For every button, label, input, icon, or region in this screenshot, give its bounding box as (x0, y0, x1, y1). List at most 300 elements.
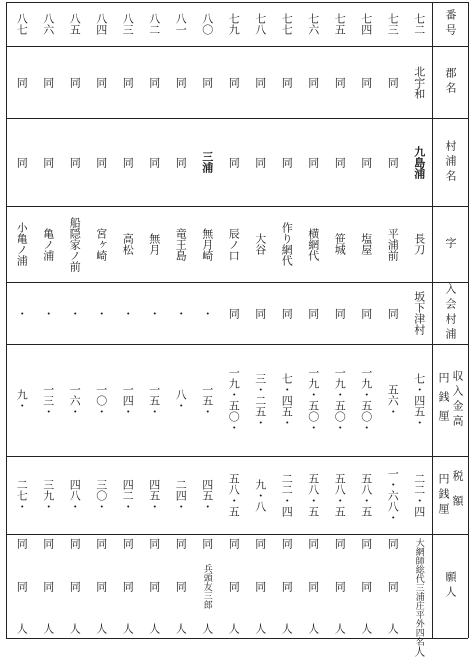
village-name: 同 (15, 156, 29, 168)
row-number-cell (167, 2, 194, 46)
row-number: 八四 (94, 13, 108, 35)
income-value-cell (35, 344, 62, 456)
applicant-suffix: 人 (227, 623, 241, 634)
row-number-cell (35, 2, 62, 46)
county-name: 同 (253, 76, 267, 88)
row-number-cell (379, 2, 406, 46)
village-name: 同 (68, 156, 82, 168)
applicant-cell (220, 534, 247, 638)
tax-value: 四二・ (121, 478, 135, 512)
iriai-village: ・ (68, 307, 82, 319)
village-name: 同 (280, 156, 294, 168)
iriai-village: ・ (94, 307, 108, 319)
income-value-cell (273, 344, 300, 456)
county-name-cell (353, 46, 380, 118)
iriai-village: 同 (333, 307, 347, 319)
aza-name: 作り網代 (280, 222, 294, 266)
applicant-suffix: 人 (41, 623, 55, 634)
header-village-cell (432, 118, 468, 206)
aza-name: 大谷 (253, 233, 267, 255)
iriai-village-cell (326, 282, 353, 344)
applicant-suffix: 人 (280, 623, 294, 634)
tax-value-cell (247, 456, 274, 534)
applicant-cell (194, 534, 221, 638)
county-name-cell (141, 46, 168, 118)
row-number: 七九 (227, 13, 241, 35)
county-name: 同 (15, 76, 29, 88)
tax-value-cell (8, 456, 35, 534)
village-name: 同 (359, 156, 373, 168)
applicant-role: 大網師総代 (413, 538, 424, 583)
applicant-name: 同 (227, 580, 241, 592)
aza-name-cell (379, 206, 406, 282)
applicant-cell (300, 534, 327, 638)
iriai-village: ・ (174, 307, 188, 319)
applicant-cell (8, 534, 35, 638)
income-value-cell (220, 344, 247, 456)
county-name-cell (326, 46, 353, 118)
applicant-cell (273, 534, 300, 638)
village-name-cell (141, 118, 168, 206)
iriai-village-cell (61, 282, 88, 344)
income-value: 七・四五・ (280, 372, 294, 428)
header-tax-cell (432, 456, 468, 534)
header-income-unit: 円銭厘 (437, 371, 450, 429)
aza-name: 小亀ノ浦 (15, 222, 29, 266)
applicant-role: 同 (174, 538, 188, 549)
county-name: 同 (94, 76, 108, 88)
applicant-role: 同 (147, 538, 161, 549)
aza-name: 竜王島 (174, 227, 188, 261)
applicant-suffix: 人 (386, 623, 400, 634)
row-number: 八〇 (200, 13, 214, 35)
county-name: 同 (41, 76, 55, 88)
village-name-cell (220, 118, 247, 206)
iriai-village: ・ (121, 307, 135, 319)
income-value-cell (406, 344, 433, 456)
iriai-village-cell (353, 282, 380, 344)
row-number: 七六 (306, 13, 320, 35)
aza-name: 長刀 (412, 233, 426, 255)
village-name: 同 (227, 156, 241, 168)
applicant-cell (114, 534, 141, 638)
applicant-cell (353, 534, 380, 638)
tax-value: 三〇・ (94, 478, 108, 512)
row-number: 七七 (280, 13, 294, 35)
village-name: 同 (174, 156, 188, 168)
row-number-cell (353, 2, 380, 46)
county-name-cell (167, 46, 194, 118)
applicant-cell (167, 534, 194, 638)
tax-value-cell (326, 456, 353, 534)
tax-value-cell (167, 456, 194, 534)
applicant-name: 兵頭友三郎 (201, 563, 212, 609)
village-name: 同 (121, 156, 135, 168)
row-number-cell (8, 2, 35, 46)
header-number: 番号 (444, 9, 457, 39)
aza-name: 宮ヶ崎 (94, 227, 108, 261)
applicant-name: 同 (41, 580, 55, 592)
village-name: 九島浦 (412, 145, 426, 179)
applicant-cell (35, 534, 62, 638)
village-name-cell (379, 118, 406, 206)
aza-name-cell (8, 206, 35, 282)
applicant-name: 同 (94, 580, 108, 592)
county-name: 同 (147, 76, 161, 88)
income-value-cell (61, 344, 88, 456)
tax-value: 四五・ (147, 478, 161, 512)
iriai-village: ・ (15, 307, 29, 319)
row-number: 七三 (386, 13, 400, 35)
applicant-cell (88, 534, 115, 638)
county-name: 同 (386, 76, 400, 88)
applicant-name: 同 (68, 580, 82, 592)
aza-name: 亀ノ浦 (41, 227, 55, 261)
county-name: 同 (280, 76, 294, 88)
tax-value-cell (300, 456, 327, 534)
applicant-name: 同 (15, 580, 29, 592)
row-number: 八一 (174, 13, 188, 35)
income-value: 一九・五〇・ (306, 367, 320, 433)
iriai-village-cell (220, 282, 247, 344)
iriai-village: 同 (253, 307, 267, 319)
income-value-cell (353, 344, 380, 456)
iriai-village: ・ (200, 307, 214, 319)
county-name-cell (114, 46, 141, 118)
aza-name: 無月 (147, 233, 161, 255)
iriai-village-cell (247, 282, 274, 344)
applicant-suffix: 人 (253, 623, 267, 634)
applicant-name: 同 (280, 580, 294, 592)
header-tax-unit: 円銭厘 (437, 472, 450, 518)
header-county-cell (432, 46, 468, 118)
iriai-village: 同 (306, 307, 320, 319)
header-iriai-cell (432, 282, 468, 344)
income-value-cell (379, 344, 406, 456)
row-number-cell (141, 2, 168, 46)
village-name-cell (353, 118, 380, 206)
applicant-cell (141, 534, 168, 638)
county-name-cell (35, 46, 62, 118)
tax-value: 二四・ (174, 478, 188, 512)
applicant-suffix: 人 (15, 623, 29, 634)
applicant-role: 同 (15, 538, 29, 549)
applicant-role: 同 (253, 538, 267, 549)
income-value: 一九・五〇・ (227, 367, 241, 433)
row-number-cell (88, 2, 115, 46)
row-number: 七二 (412, 13, 426, 35)
applicant-cell (326, 534, 353, 638)
income-value: 七・四五・ (412, 372, 426, 428)
iriai-village: 坂下津村 (412, 291, 426, 335)
iriai-village: ・ (41, 307, 55, 319)
income-value: 一〇・ (94, 383, 108, 417)
applicant-cell (247, 534, 274, 638)
row-divider (6, 638, 468, 639)
aza-name-cell (300, 206, 327, 282)
tax-value-cell (194, 456, 221, 534)
tax-value: 二二・四 (280, 473, 294, 517)
column-divider (6, 2, 7, 638)
aza-name-cell (353, 206, 380, 282)
row-number-cell (273, 2, 300, 46)
iriai-village: 同 (227, 307, 241, 319)
header-tax: 税額 (451, 470, 464, 520)
aza-name: 平浦前 (386, 227, 400, 261)
applicant-name: 同 (306, 580, 320, 592)
tax-value-cell (220, 456, 247, 534)
village-name-cell (88, 118, 115, 206)
applicant-role: 同 (200, 538, 214, 549)
village-name-cell (194, 118, 221, 206)
applicant-name: 同 (253, 580, 267, 592)
county-name-cell (273, 46, 300, 118)
applicant-suffix: 人 (306, 623, 320, 634)
income-value: 一六・ (68, 383, 82, 417)
tax-value: 三九・ (41, 478, 55, 512)
aza-name: 無月崎 (200, 227, 214, 261)
income-value-cell (167, 344, 194, 456)
tax-value: 二二・四 (412, 473, 426, 517)
applicant-cell (406, 534, 433, 657)
header-number-cell (432, 2, 468, 46)
aza-name: 辰ノ口 (227, 227, 241, 261)
aza-name: 高松 (121, 233, 135, 255)
iriai-village: ・ (147, 307, 161, 319)
applicant-role: 同 (68, 538, 82, 549)
village-name-cell (273, 118, 300, 206)
county-name-cell (8, 46, 35, 118)
tax-value-cell (35, 456, 62, 534)
village-name: 同 (306, 156, 320, 168)
iriai-village-cell (8, 282, 35, 344)
village-name: 同 (41, 156, 55, 168)
applicant-suffix: 人 (121, 623, 135, 634)
header-iriai: 入会村浦 (444, 283, 457, 343)
header-aza-cell (432, 206, 468, 282)
header-applicant-cell (432, 534, 468, 638)
applicant-suffix: 人 (200, 623, 214, 634)
village-name-cell (300, 118, 327, 206)
applicant-role: 同 (121, 538, 135, 549)
county-name: 同 (227, 76, 241, 88)
row-number: 七五 (333, 13, 347, 35)
aza-name: 塩屋 (359, 233, 373, 255)
income-value: 一九・五〇・ (359, 367, 373, 433)
tax-value: 一・六八・ (386, 467, 400, 523)
county-name-cell (300, 46, 327, 118)
row-number: 八二 (147, 13, 161, 35)
header-income: 収入金高 (451, 370, 464, 430)
row-number: 八五 (68, 13, 82, 35)
income-value: 一四・ (121, 383, 135, 417)
county-name: 同 (333, 76, 347, 88)
aza-name: 横網代 (306, 227, 320, 261)
income-value-cell (300, 344, 327, 456)
applicant-name: 同 (386, 580, 400, 592)
village-name-cell (61, 118, 88, 206)
tax-value-cell (406, 456, 433, 534)
applicant-role: 同 (386, 538, 400, 549)
applicant-name: 同 (333, 580, 347, 592)
village-name-cell (35, 118, 62, 206)
row-number: 七四 (359, 13, 373, 35)
iriai-village-cell (35, 282, 62, 344)
village-name: 同 (253, 156, 267, 168)
tax-value: 九・八 (253, 478, 267, 512)
aza-name-cell (406, 206, 433, 282)
tax-value: 五八・五 (306, 473, 320, 517)
row-number: 八三 (121, 13, 135, 35)
column-divider (468, 2, 469, 638)
iriai-village-cell (406, 282, 433, 344)
village-name: 同 (386, 156, 400, 168)
applicant-role: 同 (333, 538, 347, 549)
county-name-cell (61, 46, 88, 118)
iriai-village: 同 (359, 307, 373, 319)
row-number-cell (300, 2, 327, 46)
tax-value-cell (61, 456, 88, 534)
county-name: 同 (121, 76, 135, 88)
aza-name: 笹城 (333, 233, 347, 255)
income-value: 一五・ (200, 383, 214, 417)
aza-name-cell (114, 206, 141, 282)
income-value-cell (114, 344, 141, 456)
income-value: 一五・ (147, 383, 161, 417)
applicant-name: 同 (147, 580, 161, 592)
village-name-cell (8, 118, 35, 206)
iriai-village: 同 (386, 307, 400, 319)
village-name: 三浦 (200, 151, 214, 173)
county-name-cell (379, 46, 406, 118)
aza-name-cell (61, 206, 88, 282)
applicant-role: 同 (280, 538, 294, 549)
row-number-cell (220, 2, 247, 46)
income-value-cell (88, 344, 115, 456)
aza-name-cell (326, 206, 353, 282)
income-value: 一三・ (41, 383, 55, 417)
tax-value-cell (379, 456, 406, 534)
aza-name-cell (247, 206, 274, 282)
tax-value: 四八・ (68, 478, 82, 512)
iriai-village-cell (379, 282, 406, 344)
tax-value-cell (88, 456, 115, 534)
iriai-village: 同 (280, 307, 294, 319)
row-number-cell (247, 2, 274, 46)
applicant-suffix: 人 (359, 623, 373, 634)
income-value-cell (141, 344, 168, 456)
county-name: 同 (68, 76, 82, 88)
header-applicant: 願人 (444, 571, 457, 601)
applicant-role: 同 (41, 538, 55, 549)
income-value: 五六・ (386, 383, 400, 417)
county-name-cell (247, 46, 274, 118)
tax-value-cell (114, 456, 141, 534)
county-name: 同 (174, 76, 188, 88)
aza-name-cell (141, 206, 168, 282)
iriai-village-cell (194, 282, 221, 344)
applicant-role: 同 (227, 538, 241, 549)
tax-value-cell (273, 456, 300, 534)
iriai-village-cell (88, 282, 115, 344)
village-name-cell (326, 118, 353, 206)
iriai-village-cell (167, 282, 194, 344)
aza-name: 船隠家ノ前 (68, 216, 82, 272)
iriai-village-cell (114, 282, 141, 344)
applicant-name: 同 (121, 580, 135, 592)
income-value: 九・ (15, 389, 29, 411)
row-number: 八七 (15, 13, 29, 35)
county-name: 同 (200, 76, 214, 88)
tax-value: 二七・ (15, 478, 29, 512)
village-name: 同 (94, 156, 108, 168)
aza-name-cell (35, 206, 62, 282)
applicant-suffix: 人 (333, 623, 347, 634)
row-number-cell (194, 2, 221, 46)
tax-value: 五八・五 (359, 473, 373, 517)
applicant-cell (379, 534, 406, 638)
applicant-role: 同 (94, 538, 108, 549)
applicant-role: 同 (359, 538, 373, 549)
county-name-cell (194, 46, 221, 118)
income-value-cell (8, 344, 35, 456)
applicant-suffix: 人 (147, 623, 161, 634)
applicant-role: 同 (306, 538, 320, 549)
tax-value: 五八・五 (333, 473, 347, 517)
income-value-cell (194, 344, 221, 456)
village-name-cell (247, 118, 274, 206)
aza-name-cell (220, 206, 247, 282)
iriai-village-cell (141, 282, 168, 344)
applicant-suffix: 人 (412, 646, 426, 657)
aza-name-cell (88, 206, 115, 282)
income-value: 三・二五・ (253, 372, 267, 428)
row-number-cell (114, 2, 141, 46)
header-county: 郡名 (444, 67, 457, 97)
iriai-village-cell (273, 282, 300, 344)
aza-name-cell (167, 206, 194, 282)
county-name: 北宇和 (412, 65, 426, 99)
income-value: 一九・五〇・ (333, 367, 347, 433)
row-number-cell (406, 2, 433, 46)
tax-value-cell (353, 456, 380, 534)
village-name: 同 (333, 156, 347, 168)
village-name-cell (406, 118, 433, 206)
village-name-cell (114, 118, 141, 206)
income-value: 八・ (174, 389, 188, 411)
county-name-cell (220, 46, 247, 118)
county-name-cell (406, 46, 433, 118)
tax-value: 四五・ (200, 478, 214, 512)
applicant-name: 三浦庄平外四名 (413, 583, 424, 646)
applicant-suffix: 人 (94, 623, 108, 634)
applicant-cell (61, 534, 88, 638)
row-number-cell (61, 2, 88, 46)
income-value-cell (326, 344, 353, 456)
applicant-suffix: 人 (68, 623, 82, 634)
row-number: 七八 (253, 13, 267, 35)
header-village: 村浦名 (444, 139, 457, 185)
row-number-cell (326, 2, 353, 46)
header-aza: 字 (444, 236, 457, 252)
applicant-name: 同 (174, 580, 188, 592)
header-income-cell (432, 344, 468, 456)
county-name: 同 (359, 76, 373, 88)
applicant-suffix: 人 (174, 623, 188, 634)
iriai-village-cell (300, 282, 327, 344)
income-value-cell (247, 344, 274, 456)
aza-name-cell (194, 206, 221, 282)
